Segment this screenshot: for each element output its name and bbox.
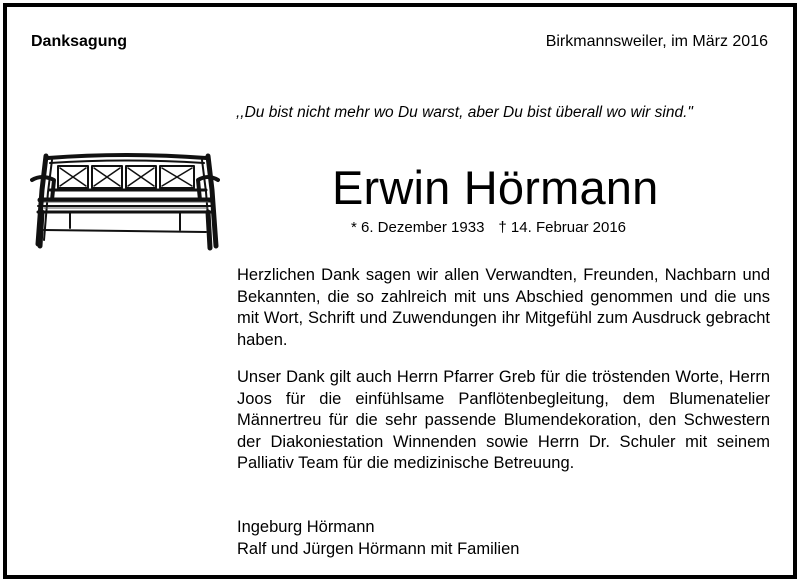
signature-block bbox=[237, 517, 519, 560]
deceased-name: Erwin Hörmann bbox=[332, 161, 659, 214]
signature-line-1: Ingeburg Hörmann bbox=[237, 518, 375, 536]
death-date: † 14. Februar 2016 bbox=[498, 219, 627, 236]
signature-line-2: Ralf und Jürgen Hörmann mit Familien bbox=[237, 539, 520, 558]
birth-date: * 6. Dezember 1933 bbox=[351, 219, 485, 236]
life-dates bbox=[351, 219, 626, 236]
place-date: Birkmannsweiler, im März 2016 bbox=[545, 33, 768, 50]
notice-title: Danksagung bbox=[31, 33, 128, 50]
memorial-quote: ,,Du bist nicht mehr wo Du warst, aber Du bist überall wo wir sind." bbox=[236, 104, 693, 121]
thanks-paragraph-1: Herzlichen Dank sagen wir allen Verwandten, Freunden, Nachbarn und Bekannten, die so zahlreich mit uns Abschied genommen und die uns mit Wort, Schrift und Zuwendungen ihr Mitgefühl zum Ausdruck gebracht haben. bbox=[237, 266, 770, 349]
bench-icon bbox=[30, 150, 220, 252]
thanks-paragraph-2: Unser Dank gilt auch Herrn Pfarrer Greb für die tröstenden Worte, Herrn Joos für die einfühlsame Panflötenbegleitung, dem Blumenatelier Männertreu für die sehr passende Blumendekoration, den Schwestern der Diakoniestation Winnenden sowie Herrn Dr. Schuler mit seinem Palliativ Team für die medizinische Betreuung. bbox=[237, 368, 770, 473]
